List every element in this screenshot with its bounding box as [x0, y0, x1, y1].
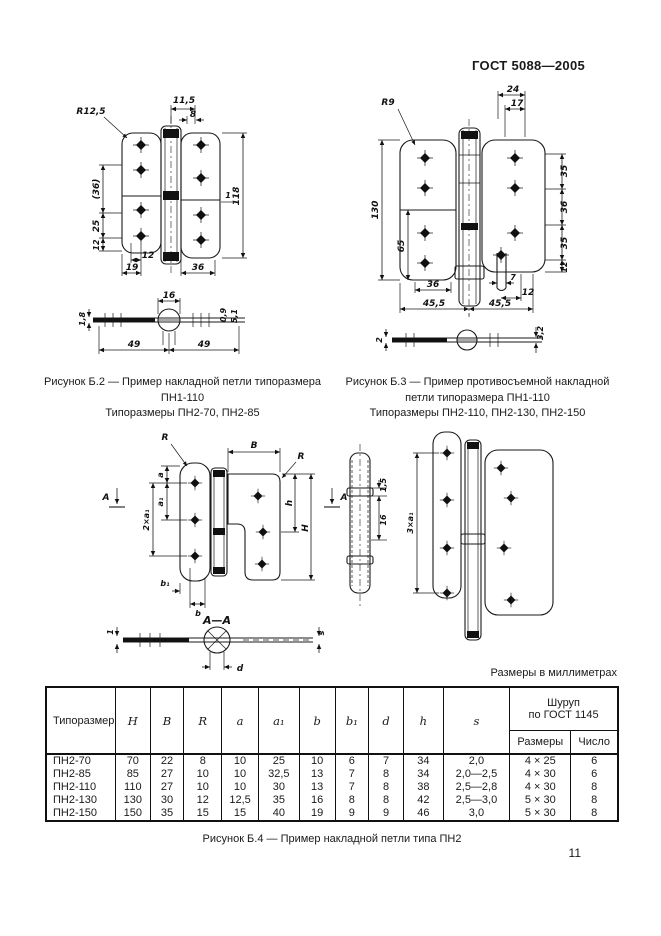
- dim-65: 65: [397, 239, 407, 253]
- cell: 2,0: [443, 754, 509, 768]
- cell: 13: [299, 768, 335, 781]
- dim-36r: 36: [560, 200, 570, 214]
- header-H: H: [115, 687, 150, 754]
- side-view: [78, 291, 245, 354]
- label-s: s: [317, 630, 326, 636]
- cell: 30: [258, 781, 299, 794]
- cell: 2,5—3,0: [443, 794, 509, 807]
- table-row: [46, 807, 618, 821]
- cell: 34: [403, 768, 443, 781]
- dim-49a: 49: [127, 340, 141, 350]
- header-d: d: [369, 687, 404, 754]
- dim-1: 1: [225, 191, 231, 200]
- caption-line: ПН1-110: [160, 392, 205, 404]
- label-a: a: [156, 472, 165, 478]
- header-a1: a₁: [258, 687, 299, 754]
- cell: 7: [369, 754, 404, 768]
- cell: 16: [299, 794, 335, 807]
- dim-45-5b: 45,5: [488, 299, 512, 309]
- cell: 9: [369, 807, 404, 821]
- label-2xa1: 2×a₁: [142, 509, 151, 531]
- cell: 9: [335, 807, 369, 821]
- figure-b4-caption: Рисунок Б.4 — Пример накладной петли типа ПН2: [202, 833, 462, 845]
- dim-3-2: 3,2: [536, 325, 545, 341]
- table-row: [46, 794, 618, 807]
- cell: 15: [222, 807, 259, 821]
- label-r-left: R: [161, 433, 169, 443]
- section-title: А—А: [202, 614, 232, 627]
- dim-7: 7: [510, 273, 516, 282]
- table-row: [46, 754, 618, 768]
- header-R: R: [184, 687, 222, 754]
- cell: 46: [403, 807, 443, 821]
- caption-line: петли типоразмера ПН1-110: [405, 392, 550, 404]
- caption-line: Рисунок Б.2 — Пример накладной петли типоразмера: [44, 376, 321, 388]
- label-section-a-right: А: [340, 493, 348, 503]
- pn2-hinge-right: [406, 432, 553, 640]
- dim-118: 118: [232, 186, 242, 206]
- header-screw-line1: Шуруп: [547, 697, 581, 709]
- dim-36b: 36: [426, 280, 440, 290]
- cell: 13: [299, 781, 335, 794]
- cell: 8: [571, 794, 618, 807]
- dim-12r: 12: [560, 261, 569, 273]
- hinge-body: [122, 116, 220, 274]
- cell: 2,5—2,8: [443, 781, 509, 794]
- figure-b2-drawing: [75, 88, 265, 373]
- header-b: b: [299, 687, 335, 754]
- header-screw-size: Размеры: [510, 731, 571, 755]
- label-r-right: R: [297, 452, 305, 462]
- cell: 6: [571, 754, 618, 768]
- header-b1: b₁: [335, 687, 369, 754]
- cell: 34: [403, 754, 443, 768]
- cell: ПН2-130: [46, 794, 115, 807]
- side-view: [375, 325, 545, 353]
- cell: 4 × 30: [510, 768, 571, 781]
- dim-1-5: 1,5: [379, 477, 388, 493]
- hinge-body: [400, 119, 545, 315]
- dim-17: 17: [510, 99, 524, 109]
- cell: 8: [369, 781, 404, 794]
- cell: 7: [335, 781, 369, 794]
- cell: 10: [222, 781, 259, 794]
- cell: 3,0: [443, 807, 509, 821]
- label-a1: a₁: [156, 497, 165, 507]
- dimensions-table: [45, 686, 619, 822]
- cell: 8: [335, 794, 369, 807]
- dimension-lines: [378, 91, 566, 317]
- cell: 2,0—2,5: [443, 768, 509, 781]
- dim-36-paren: (36): [92, 178, 102, 200]
- dim-19: 19: [125, 263, 139, 273]
- page-number: 11: [568, 846, 581, 860]
- cell: ПН2-85: [46, 768, 115, 781]
- dim-r9: R9: [381, 98, 395, 108]
- dim-49b: 49: [197, 340, 211, 350]
- dim-12p: 12: [521, 288, 535, 298]
- dim-35b: 35: [560, 236, 570, 250]
- cell: 19: [299, 807, 335, 821]
- cell: 5 × 30: [510, 794, 571, 807]
- cell: 38: [403, 781, 443, 794]
- figure-b4-drawing: [95, 428, 600, 680]
- dim-16: 16: [162, 291, 176, 301]
- section-a-a: [106, 614, 326, 674]
- label-b-width: B: [250, 441, 258, 451]
- header-tiporazmer: Типоразмер: [46, 687, 115, 754]
- figure-b3-drawing: [370, 83, 640, 373]
- header-s: s: [443, 687, 509, 754]
- dimension-labels: [76, 96, 242, 273]
- label-h-big: H: [301, 524, 311, 532]
- cell: 40: [258, 807, 299, 821]
- figure-b4-right-subtitle: Типоразмеры ПН2-110, ПН2-130, ПН2-150: [369, 407, 586, 419]
- cell: 4 × 30: [510, 781, 571, 794]
- cell: 85: [115, 768, 150, 781]
- figure-b4-left-subtitle: Типоразмеры ПН2-70, ПН2-85: [105, 407, 260, 419]
- header-a: a: [222, 687, 259, 754]
- cell: 10: [184, 781, 222, 794]
- cell: 35: [258, 794, 299, 807]
- cell: 130: [115, 794, 150, 807]
- dim-16k: 16: [379, 514, 388, 526]
- table-row: [46, 781, 618, 794]
- cell: 70: [115, 754, 150, 768]
- caption-line: Рисунок Б.3 — Пример противосъемной накладной: [345, 376, 610, 388]
- cell: ПН2-70: [46, 754, 115, 768]
- knuckle-side-view: [347, 444, 388, 606]
- dim-36-bottom: 36: [191, 263, 205, 273]
- cell: 15: [184, 807, 222, 821]
- header-B: B: [150, 687, 184, 754]
- cell: 10: [222, 754, 259, 768]
- cell: 12: [184, 794, 222, 807]
- header-screw-line2: по ГОСТ 1145: [528, 709, 599, 721]
- cell: 8: [369, 794, 404, 807]
- dimension-labels: [371, 85, 570, 309]
- label-h-small: h: [285, 499, 295, 507]
- cell: 30: [150, 794, 184, 807]
- dim-12-left: 12: [92, 239, 101, 251]
- dim-24: 24: [506, 85, 520, 95]
- dim-25: 25: [92, 219, 102, 233]
- cell: 6: [571, 768, 618, 781]
- dim-0-9: 0,9: [219, 307, 228, 323]
- cell: ПН2-150: [46, 807, 115, 821]
- cell: 10: [222, 768, 259, 781]
- cell: 8: [184, 754, 222, 768]
- cell: 10: [299, 754, 335, 768]
- cell: 22: [150, 754, 184, 768]
- pn2-hinge-left: [102, 433, 348, 618]
- cell: 25: [258, 754, 299, 768]
- dim-130: 130: [371, 200, 381, 220]
- cell: 27: [150, 768, 184, 781]
- header-screw: [510, 687, 618, 731]
- dim-r12-5: R12,5: [76, 107, 106, 117]
- cell: 150: [115, 807, 150, 821]
- header-screw-count: Число: [571, 731, 618, 755]
- cell: 6: [335, 754, 369, 768]
- cell: ПН2-110: [46, 781, 115, 794]
- cell: 12,5: [222, 794, 259, 807]
- label-b1: b₁: [160, 579, 170, 588]
- dim-2: 2: [375, 337, 384, 343]
- cell: 8: [369, 768, 404, 781]
- cell: 32,5: [258, 768, 299, 781]
- dim-8: 8: [189, 110, 197, 120]
- dim-12-bottom: 12: [141, 251, 155, 261]
- dim-1-8: 1,8: [78, 311, 87, 327]
- figure-b3-caption: [330, 374, 625, 406]
- cell: 110: [115, 781, 150, 794]
- label-d: d: [236, 664, 244, 674]
- label-3xa1: 3×a₁: [406, 512, 415, 534]
- cell: 4 × 25: [510, 754, 571, 768]
- dim-5-1: 5,1: [230, 308, 239, 324]
- cell: 10: [184, 768, 222, 781]
- dim-11-5: 11,5: [172, 96, 196, 106]
- cell: 27: [150, 781, 184, 794]
- label-b: b: [195, 609, 201, 618]
- standard-number: ГОСТ 5088—2005: [472, 58, 585, 73]
- header-h: h: [403, 687, 443, 754]
- units-note: Размеры в миллиметрах: [490, 667, 617, 679]
- label-thickness-1: 1: [106, 629, 115, 635]
- cell: 35: [150, 807, 184, 821]
- cell: 42: [403, 794, 443, 807]
- label-section-a-left: А: [102, 493, 110, 503]
- cell: 8: [571, 781, 618, 794]
- figure-b2-caption: [40, 374, 325, 406]
- cell: 7: [335, 768, 369, 781]
- dim-45-5a: 45,5: [422, 299, 446, 309]
- table-row: [46, 768, 618, 781]
- dim-35a: 35: [560, 164, 570, 178]
- cell: 8: [571, 807, 618, 821]
- cell: 5 × 30: [510, 807, 571, 821]
